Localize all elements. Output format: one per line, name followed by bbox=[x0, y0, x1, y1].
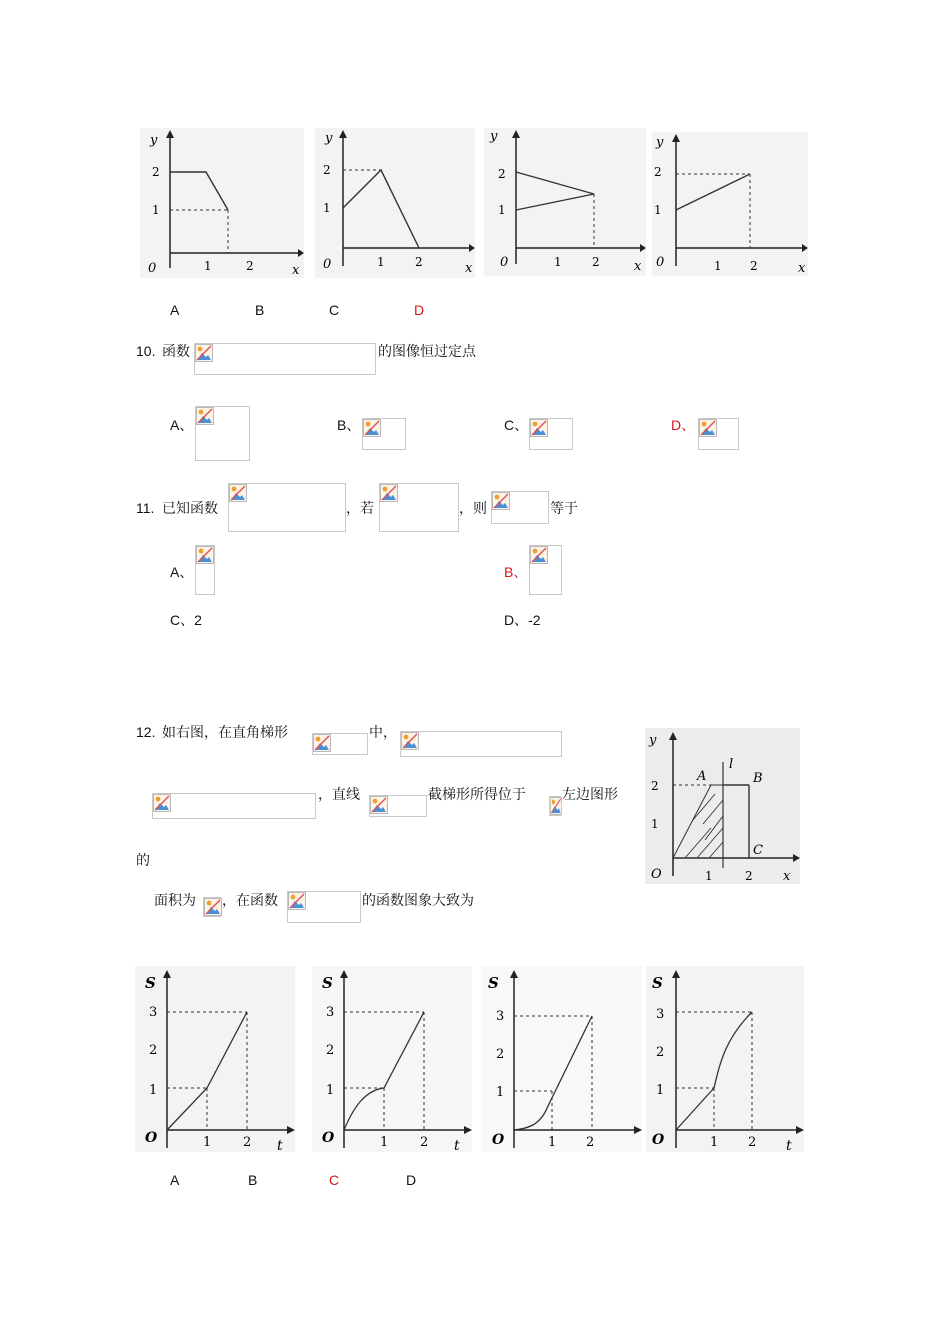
broken-image-icon bbox=[229, 484, 247, 502]
y-tick: 2 bbox=[326, 1043, 335, 1058]
broken-image-icon bbox=[195, 344, 213, 362]
q10-option-d: D、 bbox=[671, 417, 696, 433]
origin-label: O bbox=[652, 1132, 665, 1148]
q12-lead: 如右图，在直角梯形 bbox=[162, 724, 288, 740]
origin-label: 0 bbox=[323, 257, 332, 272]
x-axis-label: x bbox=[465, 261, 473, 276]
y-tick: 2 bbox=[149, 1043, 158, 1058]
y-axis-label: S bbox=[322, 974, 333, 992]
q12-line-name-image bbox=[549, 796, 561, 816]
y-tick: 1 bbox=[149, 1083, 158, 1098]
q12-graph-c bbox=[482, 966, 642, 1152]
origin-label: O bbox=[145, 1130, 158, 1146]
x-axis-label: x bbox=[634, 259, 642, 274]
q9-graph-d bbox=[652, 132, 808, 276]
x-axis-label: t bbox=[786, 1138, 792, 1152]
y-tick: 2 bbox=[498, 167, 506, 181]
x-tick: 1 bbox=[548, 1135, 557, 1150]
q11-option-b-image bbox=[529, 545, 562, 595]
q12-trapezoid-image bbox=[312, 733, 368, 755]
broken-image-icon bbox=[530, 546, 548, 564]
broken-image-icon bbox=[380, 484, 398, 502]
q10-option-c-image bbox=[529, 418, 573, 450]
q11-number: 11. bbox=[136, 500, 155, 516]
x-tick: 2 bbox=[415, 255, 423, 269]
q12-option-b-label: B bbox=[248, 1172, 258, 1188]
x-tick: 2 bbox=[748, 1135, 757, 1150]
point-b-label: B bbox=[753, 771, 763, 786]
q12-line2-c: 左边图形 bbox=[562, 786, 618, 802]
q11-option-a: A、 bbox=[170, 564, 194, 580]
q12-trapezoid-figure bbox=[645, 728, 800, 884]
y-axis-label: y bbox=[150, 133, 158, 148]
q12-graph-b bbox=[312, 966, 472, 1152]
x-tick: 2 bbox=[592, 255, 600, 269]
q12-line4-a: 面积为 bbox=[154, 892, 196, 908]
x-tick: 1 bbox=[705, 869, 713, 883]
q12-line-image bbox=[369, 795, 427, 817]
q12-line4-b: ，在函数 bbox=[222, 892, 278, 908]
broken-image-icon bbox=[196, 407, 214, 425]
q11-condition-image bbox=[379, 483, 459, 532]
q12-graph-b-svg bbox=[312, 966, 472, 1152]
q11-option-b: B、 bbox=[504, 564, 528, 580]
q12-mid1: 中， bbox=[369, 724, 397, 740]
x-tick: 1 bbox=[714, 259, 722, 273]
q12-graph-d bbox=[646, 966, 804, 1152]
q10-option-b: B、 bbox=[337, 417, 361, 433]
q11-option-a-image bbox=[195, 545, 215, 595]
broken-image-icon bbox=[153, 794, 171, 812]
y-tick: 3 bbox=[496, 1009, 505, 1024]
y-axis-label: y bbox=[490, 129, 498, 144]
x-tick: 2 bbox=[745, 869, 753, 883]
q9-graph-c-svg bbox=[484, 128, 646, 276]
q9-graph-b-svg bbox=[315, 128, 475, 278]
q12-line3: 的 bbox=[136, 852, 150, 868]
q12-graph-c-svg bbox=[482, 966, 642, 1152]
x-tick: 1 bbox=[380, 1135, 389, 1150]
y-tick: 1 bbox=[651, 817, 659, 831]
y-axis-label: y bbox=[656, 135, 664, 150]
y-tick: 1 bbox=[498, 203, 506, 217]
q9-option-b-label: B bbox=[255, 302, 265, 318]
y-tick: 2 bbox=[152, 165, 160, 179]
y-tick: 1 bbox=[326, 1083, 335, 1098]
q12-condition-image-1 bbox=[400, 731, 562, 757]
y-axis-label: S bbox=[652, 974, 663, 992]
broken-image-icon bbox=[370, 796, 388, 814]
line-l-label: l bbox=[729, 757, 734, 772]
broken-image-icon bbox=[550, 797, 562, 815]
y-axis-label: y bbox=[649, 733, 657, 748]
x-axis-label: x bbox=[292, 263, 300, 278]
x-tick: 1 bbox=[377, 255, 385, 269]
x-tick: 1 bbox=[554, 255, 562, 269]
x-tick: 1 bbox=[203, 1135, 212, 1150]
broken-image-icon bbox=[363, 419, 381, 437]
y-tick: 1 bbox=[654, 203, 662, 217]
q10-lead: 函数 bbox=[162, 343, 190, 359]
broken-image-icon bbox=[288, 892, 306, 910]
q12-area-image bbox=[203, 897, 221, 917]
x-tick: 2 bbox=[586, 1135, 595, 1150]
q10-number: 10. bbox=[136, 343, 156, 359]
broken-image-icon bbox=[401, 732, 419, 750]
x-tick: 1 bbox=[204, 259, 212, 273]
broken-image-icon bbox=[530, 419, 548, 437]
q11-mid1: ，若 bbox=[346, 500, 374, 516]
y-tick: 2 bbox=[651, 779, 659, 793]
y-tick: 1 bbox=[656, 1083, 665, 1098]
x-tick: 2 bbox=[246, 259, 254, 273]
q11-mid2: ，则 bbox=[459, 500, 487, 516]
q10-option-a: A、 bbox=[170, 417, 194, 433]
q12-graph-a bbox=[135, 966, 295, 1152]
q10-option-a-image bbox=[195, 406, 250, 461]
y-tick: 2 bbox=[496, 1047, 505, 1062]
origin-label: O bbox=[322, 1130, 335, 1146]
point-c-label: C bbox=[753, 843, 763, 858]
q11-trail: 等于 bbox=[550, 500, 578, 516]
q12-option-d-label: D bbox=[406, 1172, 417, 1188]
q10-formula-image bbox=[194, 343, 376, 375]
q12-line2-a: ，直线 bbox=[318, 786, 360, 802]
origin-label: O bbox=[492, 1132, 505, 1148]
y-tick: 1 bbox=[496, 1085, 505, 1100]
q11-target-image bbox=[491, 491, 549, 524]
q12-condition-image-2 bbox=[152, 793, 316, 819]
broken-image-icon bbox=[699, 419, 717, 437]
q12-trapezoid-svg bbox=[645, 728, 800, 884]
y-tick: 3 bbox=[326, 1005, 335, 1020]
q10-trail: 的图像恒过定点 bbox=[378, 343, 476, 359]
origin-label: 0 bbox=[500, 255, 509, 270]
q12-option-a-label: A bbox=[170, 1172, 180, 1188]
q12-option-c-label: C bbox=[329, 1172, 340, 1188]
y-tick: 2 bbox=[654, 165, 662, 179]
y-axis-label: S bbox=[488, 974, 499, 992]
x-axis-label: t bbox=[454, 1138, 460, 1152]
q9-option-d-label: D bbox=[414, 302, 425, 318]
q9-graph-a-svg bbox=[140, 128, 304, 278]
q12-function-image bbox=[287, 891, 361, 923]
q11-option-c: C、2 bbox=[170, 612, 202, 628]
x-tick: 2 bbox=[420, 1135, 429, 1150]
q10-option-d-image bbox=[698, 418, 739, 450]
y-axis-label: S bbox=[145, 974, 156, 992]
q9-graph-b bbox=[315, 128, 475, 278]
y-tick: 3 bbox=[656, 1007, 665, 1022]
q10-option-b-image bbox=[362, 418, 406, 450]
y-tick: 3 bbox=[149, 1005, 158, 1020]
q9-option-a-label: A bbox=[170, 302, 180, 318]
q11-option-d: D、-2 bbox=[504, 612, 541, 628]
q12-number: 12. bbox=[136, 724, 156, 740]
y-tick: 1 bbox=[152, 203, 160, 217]
broken-image-icon bbox=[204, 898, 222, 916]
q9-graph-a bbox=[140, 128, 304, 278]
x-tick: 2 bbox=[243, 1135, 252, 1150]
q10-option-c: C、 bbox=[504, 417, 529, 433]
x-tick: 2 bbox=[750, 259, 758, 273]
q11-function-image bbox=[228, 483, 346, 532]
y-tick: 1 bbox=[323, 201, 331, 215]
x-tick: 1 bbox=[710, 1135, 719, 1150]
broken-image-icon bbox=[196, 546, 214, 564]
broken-image-icon bbox=[313, 734, 331, 752]
broken-image-icon bbox=[492, 492, 510, 510]
x-axis-label: x bbox=[783, 869, 791, 884]
x-axis-label: x bbox=[798, 261, 806, 276]
q12-graph-d-svg bbox=[646, 966, 804, 1152]
q9-option-c-label: C bbox=[329, 302, 340, 318]
q11-lead: 已知函数 bbox=[162, 500, 218, 516]
q12-line2-b: 截梯形所得位于 bbox=[428, 786, 526, 802]
q9-graph-d-svg bbox=[652, 132, 808, 276]
origin-label: 0 bbox=[148, 261, 157, 276]
point-a-label: A bbox=[697, 769, 707, 784]
y-axis-label: y bbox=[325, 131, 333, 146]
origin-label: 0 bbox=[656, 255, 665, 270]
y-tick: 2 bbox=[656, 1045, 665, 1060]
q12-line4-c: 的函数图象大致为 bbox=[362, 892, 474, 908]
y-tick: 2 bbox=[323, 163, 331, 177]
q12-graph-a-svg bbox=[135, 966, 295, 1152]
x-axis-label: t bbox=[277, 1138, 283, 1152]
origin-label: O bbox=[651, 867, 662, 882]
q9-graph-c bbox=[484, 128, 646, 276]
